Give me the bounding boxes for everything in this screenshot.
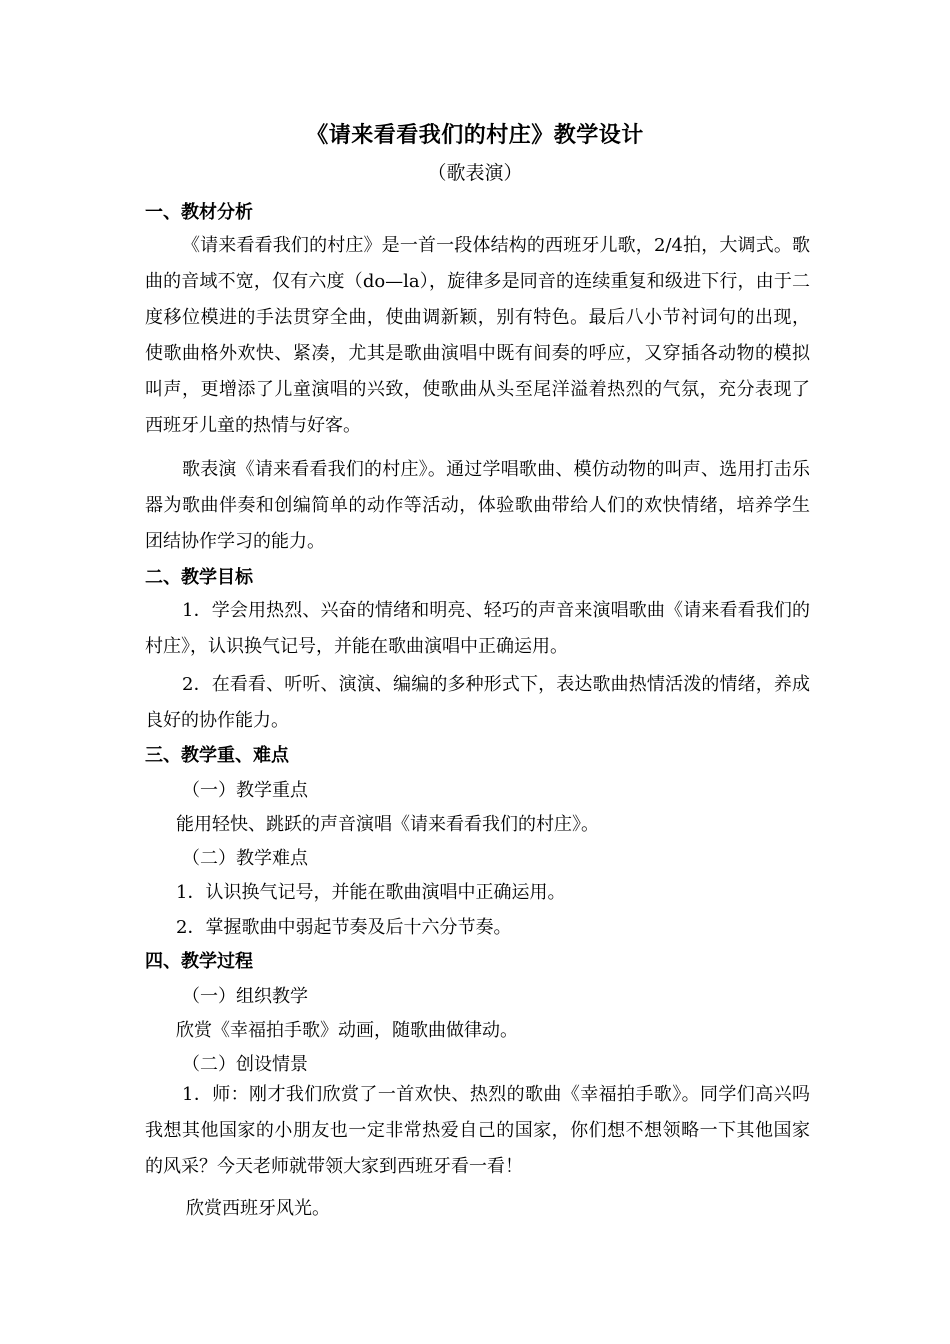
teaching-goal-2: 2．在看看、听听、演演、编编的多种形式下，表达歌曲热情活泼的情绪，养成良好的协作能力。 <box>145 674 810 731</box>
subheading-organize-teaching: （一）组织教学 <box>182 986 308 1007</box>
organize-teaching-text: 欣赏《幸福拍手歌》动画，随歌曲做律动。 <box>176 1020 518 1041</box>
teaching-goal-1: 1．学会用热烈、兴奋的情绪和明亮、轻巧的声音来演唱歌曲《请来看看我们的村庄》，认识换气记号，并能在歌曲演唱中正确运用。 <box>145 600 810 657</box>
section-heading-key-difficult-points: 三、教学重、难点 <box>145 745 289 766</box>
section-heading-teaching-process: 四、教学过程 <box>145 951 253 972</box>
document-title: 《请来看看我们的村庄》教学设计 <box>306 122 644 148</box>
paragraph-song-performance: 歌表演《请来看看我们的村庄》。通过学唱歌曲、模仿动物的叫声、选用打击乐器为歌曲伴奏和创编简单的动作等活动，体验歌曲带给人们的欢快情绪，培养学生团结协作学习的能力。 <box>145 459 810 552</box>
subheading-key-point: （一）教学重点 <box>182 780 308 801</box>
key-point-text: 能用轻快、跳跃的声音演唱《请来看看我们的村庄》。 <box>176 814 599 835</box>
difficult-point-2: 2．掌握歌曲中弱起节奏及后十六分节奏。 <box>176 917 512 938</box>
section-heading-material-analysis: 一、教材分析 <box>145 202 253 223</box>
subheading-create-scene: （二）创设情景 <box>182 1054 308 1075</box>
paragraph-material-analysis: 《请来看看我们的村庄》是一首一段体结构的西班牙儿歌，2/4拍，大调式。歌曲的音域不宽，仅有六度（do—la），旋律多是同音的连续重复和级进下行，由于二度移位模进的手法贯穿全曲，使曲调新颖，别有特色。最后八小节衬词句的出现，使歌曲格外欢快、紧凑，尤其是歌曲演唱中既有间奏的呼应，又穿插各动物的模拟叫声，更增添了儿童演唱的兴致，使歌曲从头至尾洋溢着热烈的气氛，充分表现了西班牙儿童的热情与好客。 <box>145 235 810 436</box>
document-subtitle: （歌表演） <box>427 162 523 184</box>
section-heading-teaching-goals: 二、教学目标 <box>145 567 253 588</box>
create-scene-paragraph: 1．师：刚才我们欣赏了一首欢快、热烈的歌曲《幸福拍手歌》。同学们高兴吗我想其他国家的小朋友也一定非常热爱自己的国家，你们想不想领略一下其他国家的风采？今天老师就带领大家到西班牙看一看！ <box>145 1084 810 1177</box>
enjoy-spain-scenery-text: 欣赏西班牙风光。 <box>186 1198 330 1219</box>
subheading-difficult-point: （二）教学难点 <box>182 848 308 869</box>
difficult-point-1: 1．认识换气记号，并能在歌曲演唱中正确运用。 <box>176 882 566 903</box>
